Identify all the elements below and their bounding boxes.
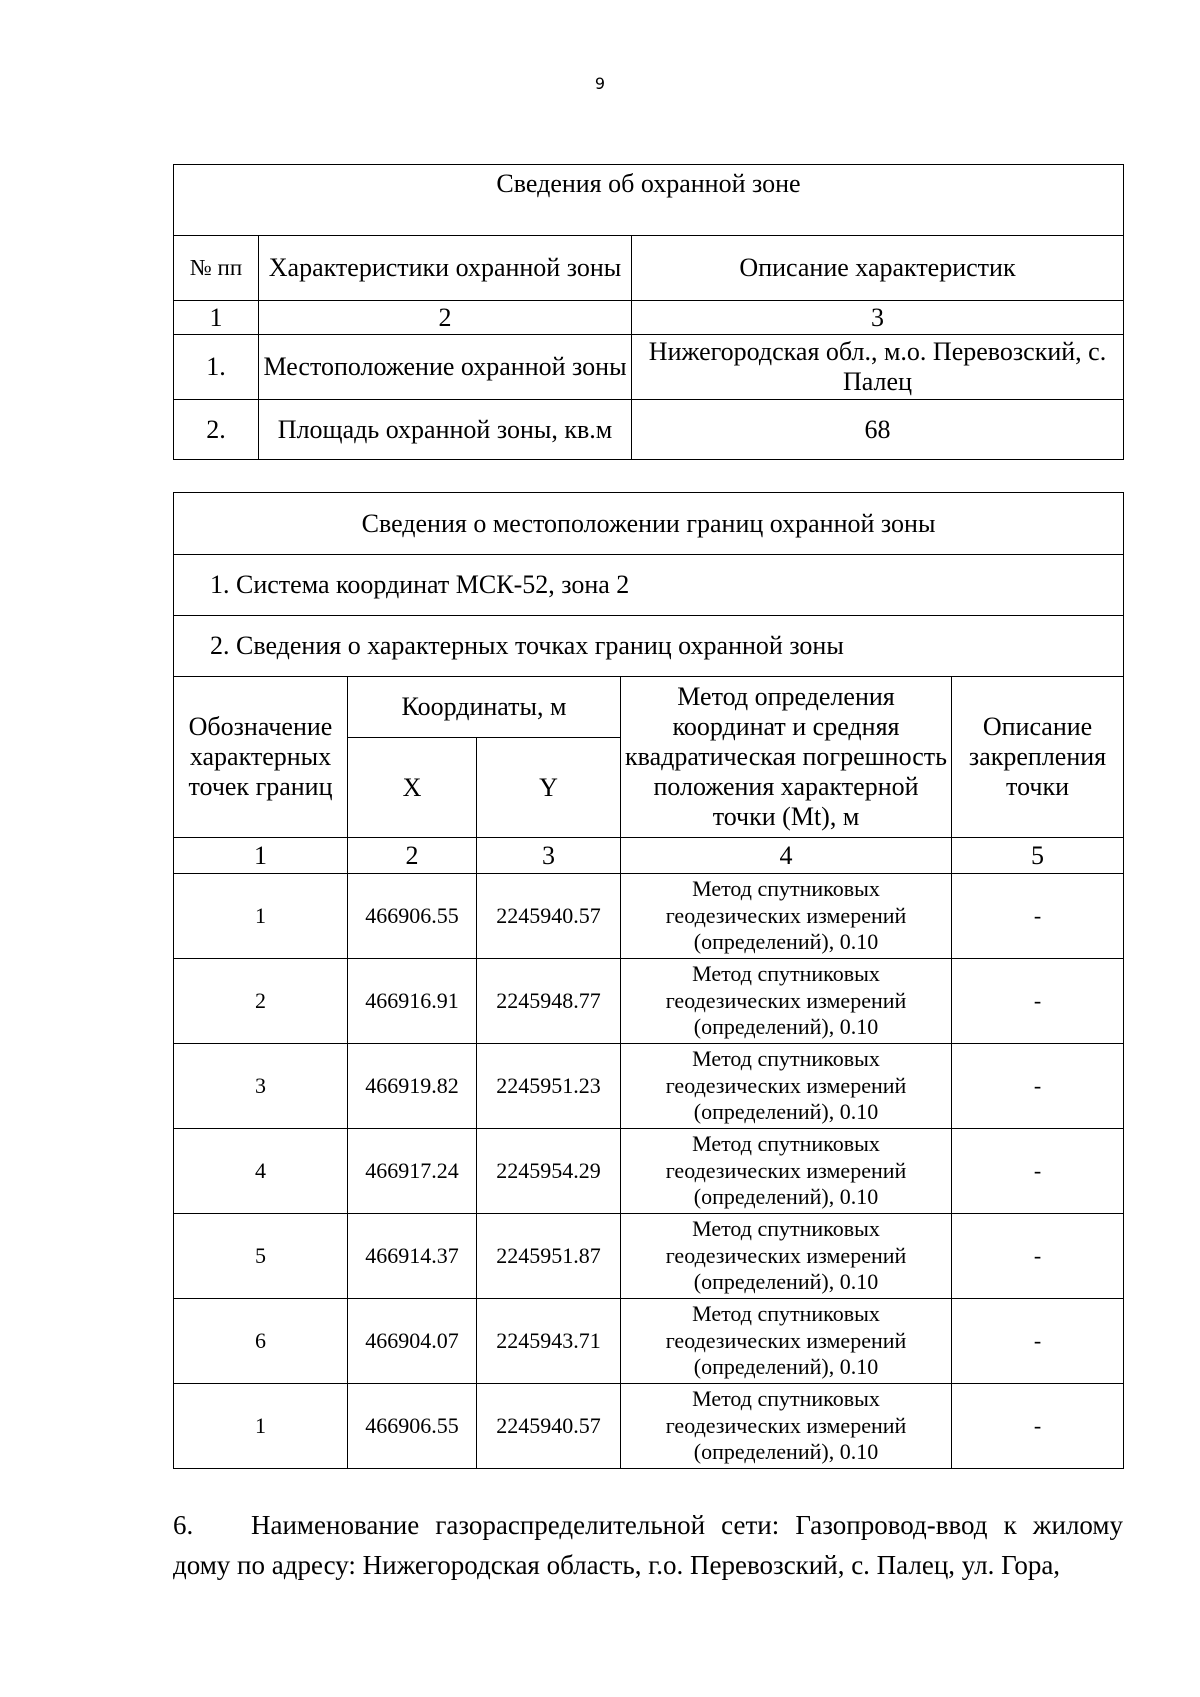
page-number: 9 bbox=[594, 74, 606, 93]
fixing-cell: - bbox=[952, 1384, 1124, 1469]
fixing-cell: - bbox=[952, 1299, 1124, 1384]
x-cell: 466916.91 bbox=[348, 959, 477, 1044]
method-cell: Метод спутниковых геодезических измерений (определений), 0.10 bbox=[621, 874, 952, 959]
paragraph-text: Наименование газораспределительной сети: Газопровод-ввод к жилому дому по адресу: Нижегородская область, г.о. Перевозский, с. Палец, ул. Гора, bbox=[173, 1510, 1123, 1580]
paragraph-6 bbox=[173, 1505, 1123, 1585]
method-cell: Метод спутниковых геодезических измерений (определений), 0.10 bbox=[621, 1044, 952, 1129]
header-coordinates: Координаты, м bbox=[348, 677, 621, 738]
column-number: 2 bbox=[348, 838, 477, 874]
points-table-title: Сведения о местоположении границ охранной зоны bbox=[174, 493, 1124, 555]
table-row bbox=[174, 959, 1124, 1044]
header-y: Y bbox=[477, 738, 621, 838]
header-num: № пп bbox=[174, 236, 259, 301]
method-cell: Метод спутниковых геодезических измерений (определений), 0.10 bbox=[621, 1129, 952, 1214]
row-num: 2. bbox=[174, 400, 259, 460]
column-number: 5 bbox=[952, 838, 1124, 874]
paragraph-number: 6. bbox=[173, 1510, 194, 1540]
x-cell: 466917.24 bbox=[348, 1129, 477, 1214]
fixing-cell: - bbox=[952, 1129, 1124, 1214]
points-section-title: 2. Сведения о характерных точках границ охранной зоны bbox=[174, 616, 1124, 677]
coord-system: 1. Система координат МСК-52, зона 2 bbox=[174, 555, 1124, 616]
fixing-cell: - bbox=[952, 959, 1124, 1044]
x-cell: 466906.55 bbox=[348, 874, 477, 959]
y-cell: 2245943.71 bbox=[477, 1299, 621, 1384]
fixing-cell: - bbox=[952, 1214, 1124, 1299]
table-row bbox=[174, 335, 1124, 400]
table-row bbox=[174, 1129, 1124, 1214]
y-cell: 2245948.77 bbox=[477, 959, 621, 1044]
method-cell: Метод спутниковых геодезических измерений (определений), 0.10 bbox=[621, 1299, 952, 1384]
table-row bbox=[174, 1044, 1124, 1129]
table-row bbox=[174, 400, 1124, 460]
column-number: 4 bbox=[621, 838, 952, 874]
column-number: 1 bbox=[174, 838, 348, 874]
x-cell: 466914.37 bbox=[348, 1214, 477, 1299]
boundary-points-table bbox=[173, 492, 1124, 1469]
row-characteristic: Площадь охранной зоны, кв.м bbox=[259, 400, 632, 460]
point-cell: 6 bbox=[174, 1299, 348, 1384]
point-cell: 1 bbox=[174, 874, 348, 959]
x-cell: 466919.82 bbox=[348, 1044, 477, 1129]
y-cell: 2245940.57 bbox=[477, 874, 621, 959]
header-method: Метод определения координат и средняя квадратическая погрешность положения характерной точки (Mt), м bbox=[621, 677, 952, 838]
fixing-cell: - bbox=[952, 1044, 1124, 1129]
method-cell: Метод спутниковых геодезических измерений (определений), 0.10 bbox=[621, 959, 952, 1044]
fixing-cell: - bbox=[952, 874, 1124, 959]
header-description: Описание характеристик bbox=[632, 236, 1124, 301]
method-cell: Метод спутниковых геодезических измерений (определений), 0.10 bbox=[621, 1384, 952, 1469]
column-number: 2 bbox=[259, 301, 632, 335]
point-cell: 1 bbox=[174, 1384, 348, 1469]
method-cell: Метод спутниковых геодезических измерений (определений), 0.10 bbox=[621, 1214, 952, 1299]
y-cell: 2245951.87 bbox=[477, 1214, 621, 1299]
column-number: 1 bbox=[174, 301, 259, 335]
table-row bbox=[174, 874, 1124, 959]
protection-zone-table bbox=[173, 164, 1124, 460]
zone-table-title: Сведения об охранной зоне bbox=[174, 165, 1124, 236]
row-characteristic: Местоположение охранной зоны bbox=[259, 335, 632, 400]
table-row bbox=[174, 1214, 1124, 1299]
x-cell: 466904.07 bbox=[348, 1299, 477, 1384]
column-number: 3 bbox=[477, 838, 621, 874]
point-cell: 4 bbox=[174, 1129, 348, 1214]
point-cell: 3 bbox=[174, 1044, 348, 1129]
point-cell: 5 bbox=[174, 1214, 348, 1299]
header-x: X bbox=[348, 738, 477, 838]
table-row bbox=[174, 1299, 1124, 1384]
header-characteristic: Характеристики охранной зоны bbox=[259, 236, 632, 301]
row-description: Нижегородская обл., м.о. Перевозский, с. Палец bbox=[632, 335, 1124, 400]
x-cell: 466906.55 bbox=[348, 1384, 477, 1469]
row-num: 1. bbox=[174, 335, 259, 400]
column-number: 3 bbox=[632, 301, 1124, 335]
y-cell: 2245954.29 bbox=[477, 1129, 621, 1214]
y-cell: 2245951.23 bbox=[477, 1044, 621, 1129]
header-designation: Обозначение характерных точек границ bbox=[174, 677, 348, 838]
point-cell: 2 bbox=[174, 959, 348, 1044]
table-row bbox=[174, 1384, 1124, 1469]
y-cell: 2245940.57 bbox=[477, 1384, 621, 1469]
row-description: 68 bbox=[632, 400, 1124, 460]
header-fixing: Описание закрепления точки bbox=[952, 677, 1124, 838]
